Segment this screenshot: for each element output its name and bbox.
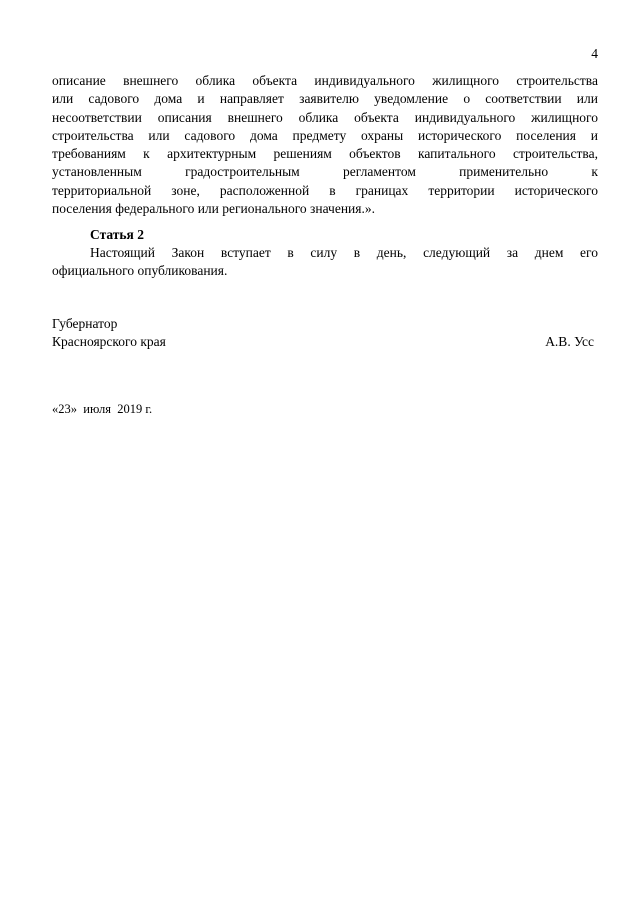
text-line: описание внешнего облика объекта индивидуального жилищного строительства [52,73,598,88]
text-line: установленным градостроительным регламентом применительно к [52,164,598,180]
document-date: «23» июля 2019 г. [52,402,153,416]
signature-block [52,315,598,351]
paragraph-continuation [52,72,598,218]
signatory-name: А.В. Усс [545,334,594,349]
article-2-text [52,244,598,281]
signatory-title: Губернатор [52,316,118,331]
article-heading: Статья 2 [90,227,144,242]
text-line: Настоящий Закон вступает в силу в день, следующий за днем его [90,245,598,260]
signatory-row [52,333,598,351]
text-line: территориальной зоне, расположенной в границах территории исторического [52,182,598,198]
text-line: или садового дома и направляет заявителю уведомление о соответствии или [52,91,598,107]
text-line: несоответствии описания внешнего облика объекта индивидуального жилищного [52,109,598,125]
text-line: поселения федерального или регионального значения.». [52,201,375,217]
page-number: 4 [591,46,598,61]
signatory-region: Красноярского края [52,334,166,349]
text-line: требованиям к архитектурным решениям объектов капитального строительства, [52,146,598,162]
text-line: строительства или садового дома предмету охраны исторического поселения и [52,127,598,143]
text-line: официального опубликования. [52,263,228,279]
